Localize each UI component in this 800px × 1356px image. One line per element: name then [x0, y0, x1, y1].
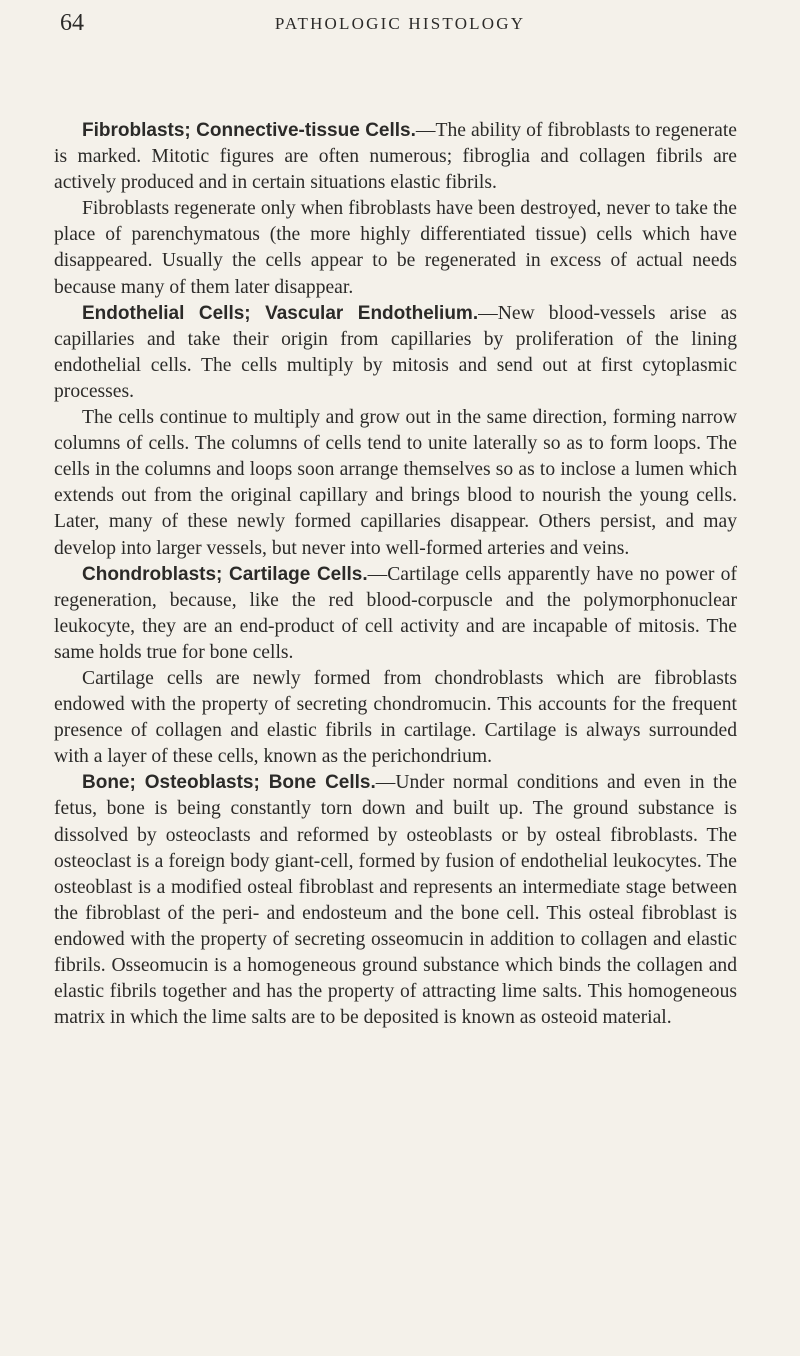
body-text [54, 118, 737, 1031]
section-heading-bone: Bone; Osteoblasts; Bone Cells. [82, 772, 376, 794]
section-heading-fibroblasts: Fibroblasts; Connective-tissue Cells. [82, 120, 416, 141]
running-title: PATHOLOGIC HISTOLOGY [274, 14, 526, 33]
section-chondroblasts-paragraph-1 [54, 562, 737, 666]
section-fibroblasts-paragraph-2: Fibroblasts regenerate only when fibroblasts have been destroyed, never to take the place of parenchymatous (the more highly differentiated tissue) cells which have disappeared. Usually the cells appear to be regenerated in excess of actual needs because many of them later disappear. [54, 198, 737, 298]
page-number: 64 [60, 10, 84, 36]
section-endothelial-paragraph-1 [54, 301, 737, 405]
section-fibroblasts-paragraph-1 [54, 118, 737, 196]
section-endothelial-paragraph-2: The cells continue to multiply and grow out in the same direction, forming narrow columns of cells. The columns of cells tend to unite laterally so as to form loops. The cells in the columns and loops soon arrange themselves so as to inclose a lumen which extends out from the original capillary and brings blood to nourish the young cells. Later, many of these newly formed capillaries disappear. Others persist, and may develop into larger vessels, but never into well-formed arteries and veins. [54, 407, 737, 559]
paragraph-text: —The ability of fibroblasts to regenerate is marked. Mitotic figures are often numerous; fibroglia and collagen fibrils are actively produced and in certain situations elastic fibrils. [54, 120, 737, 194]
paragraph-text: —Cartilage cells apparently have no power of regeneration, because, like the red blood-corpuscle and the polymorphonuclear leukocyte, they are an end-product of cell activity and are incapable of mitosis. The same holds true for bone cells. [54, 563, 737, 663]
section-chondroblasts-paragraph-2: Cartilage cells are newly formed from chondroblasts which are fibroblasts endowed with the property of secreting chondromucin. This accounts for the frequent presence of collagen and elastic fibrils in cartilage. Cartilage is always surrounded with a layer of these cells, known as the perichondrium. [54, 667, 737, 768]
paragraph-text: —Under normal conditions and even in the fetus, bone is being constantly torn down and built up. The ground substance is dissolved by osteoclasts and reformed by osteoblasts or by osteal fibroblasts. The osteoclast is a foreign body giant-cell, formed by fusion of endothelial leukocytes. The osteoblast is a modified osteal fibroblast and represents an intermediate stage between the fibroblast of the peri- and endosteum and the bone cell. This osteal fibroblast is endowed with the property of secreting osseomucin in addition to collagen and elastic fibrils. Osseomucin is a homogeneous ground substance which binds the collagen and elastic fibrils together and has the property of attracting lime salts. This homogeneous matrix in which the lime salts are to be deposited is known as osteoid material. [54, 772, 737, 1029]
section-heading-chondroblasts: Chondroblasts; Cartilage Cells. [82, 563, 368, 585]
section-bone-paragraph-1 [54, 770, 737, 1031]
section-heading-endothelial: Endothelial Cells; Vascular Endothelium. [82, 302, 479, 324]
paragraph-text: —New blood-vessels arise as capillaries and take their origin from capillaries by proliferation of the lining endothelial cells. The cells multiply by mitosis and send out at first cytoplasmic processes. [54, 302, 738, 402]
